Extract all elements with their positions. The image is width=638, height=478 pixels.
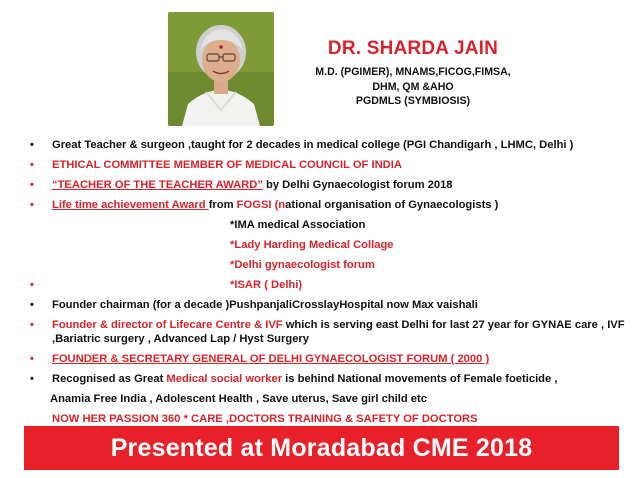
- item-text: Great Teacher & surgeon ,taught for 2 decades in medical college (PGI Chandigarh , LHMC, Delhi ): [52, 139, 574, 151]
- bullet-icon: •: [30, 159, 34, 171]
- item-text: FOUNDER & SECRETARY GENERAL OF DELHI GYNAECOLOGIST FORUM ( 2000 ): [52, 353, 490, 365]
- list-item: [30, 138, 630, 152]
- sub-item: [30, 238, 630, 252]
- bullet-icon: •: [30, 299, 34, 311]
- item-text: *Lady Harding Medical Collage: [230, 239, 394, 251]
- item-text: by Delhi Gynaecologist forum 2018: [262, 179, 453, 191]
- item-text: *ISAR ( Delhi): [230, 279, 303, 291]
- list-item: [30, 318, 630, 346]
- item-text: ETHICAL COMMITTEE MEMBER OF MEDICAL COUNCIL OF INDIA: [52, 159, 402, 171]
- item-text: NOW HER PASSION 360 * CARE ,DOCTORS TRAINING & SAFETY OF DOCTORS: [52, 413, 478, 425]
- item-text: Anamia Free India , Adolescent Health , Save uterus, Save girl child etc: [50, 393, 427, 405]
- list-item: [30, 178, 630, 192]
- bullet-icon: •: [30, 353, 34, 365]
- lifecare-text: Founder & director of Lifecare Centre & IVF: [52, 319, 283, 331]
- item-text: Recognised as Great: [52, 373, 167, 385]
- item-text: is behind National movements of Female foeticide ,: [282, 373, 558, 385]
- qualifications: [280, 65, 546, 109]
- list-item: [30, 352, 630, 366]
- social-worker-text: Medical social worker: [166, 373, 283, 385]
- sub-item: [30, 218, 630, 232]
- item-text: from: [208, 199, 237, 211]
- doctor-name: DR. SHARDA JAIN: [327, 38, 499, 59]
- item-text: ational organisation of Gynaecologists ): [285, 199, 499, 211]
- list-item: [30, 298, 630, 312]
- sub-item: [30, 278, 630, 292]
- achievements-list: [30, 138, 630, 426]
- bullet-icon: •: [30, 139, 34, 151]
- fogsi-text: FOGSI (n: [236, 199, 286, 211]
- list-item: [30, 372, 630, 386]
- list-item: [30, 158, 630, 172]
- item-text: which is serving east Delhi for last 27 year for GYNAE care , IVF ,Bariatric surgery , Advanced Lap / Hyst Surgery: [52, 319, 625, 345]
- item-text: *Delhi gynaecologist forum: [230, 259, 375, 271]
- qualification-line: DHM, QM &AHO: [372, 80, 454, 93]
- continuation-line: [28, 392, 630, 406]
- award-title: “TEACHER OF THE TEACHER AWARD”: [52, 179, 263, 191]
- qualification-line: PGDMLS (SYMBIOSIS): [355, 95, 471, 107]
- portrait-photo: [168, 12, 274, 126]
- item-text: Founder chairman (for a decade )PushpanjaliCrosslayHospital now Max vaishali: [52, 299, 478, 311]
- bullet-icon: •: [30, 319, 34, 331]
- sub-item: [30, 258, 630, 272]
- portrait-illustration: [168, 12, 274, 126]
- passion-line: [30, 412, 630, 426]
- lifetime-award: Life time achievement Award: [52, 199, 209, 211]
- bullet-icon: •: [30, 279, 34, 291]
- qualification-line: M.D. (PGIMER), MNAMS,FICOG,FIMSA,: [315, 66, 511, 78]
- bullet-icon: •: [30, 179, 34, 191]
- bullet-icon: •: [30, 373, 34, 385]
- bullet-icon: •: [30, 199, 34, 211]
- item-text: *IMA medical Association: [230, 219, 366, 231]
- header: [280, 38, 546, 109]
- presented-banner: Presented at Moradabad CME 2018: [24, 426, 619, 470]
- list-item: [30, 198, 630, 212]
